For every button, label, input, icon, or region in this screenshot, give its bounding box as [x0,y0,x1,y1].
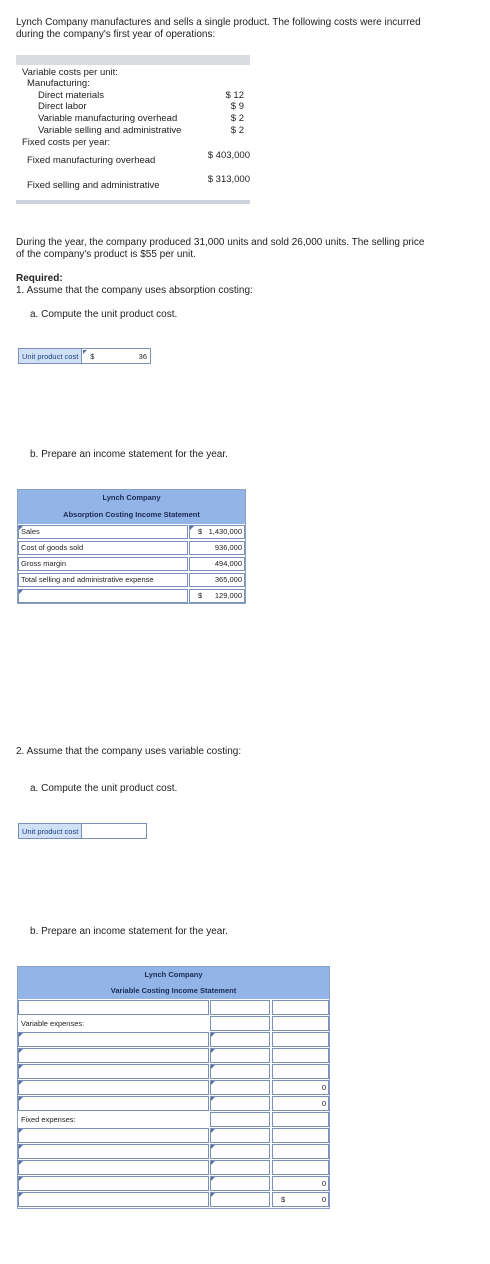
answer-marker-icon [19,1177,23,1181]
absorption-company-name: Lynch Company [18,490,245,507]
abs-row-cogs-value[interactable]: 936,000 [189,541,245,555]
fixed-mfg-overhead-value: $ 403,000 [207,150,250,161]
answer-marker-icon [211,1033,215,1037]
var-row-fixed-expense-1-label[interactable] [18,1128,209,1143]
var-row-fixed-expense-1-total[interactable] [272,1128,329,1143]
variable-statement-title: Variable Costing Income Statement [18,983,329,999]
direct-materials-value: $ 12 [225,90,244,101]
var-row-contribution-margin-total[interactable] [272,1096,329,1111]
var-row-variable-expense-3-label[interactable] [18,1064,209,1079]
answer-marker-icon [190,526,194,530]
absorption-statement-title: Absorption Costing Income Statement [18,507,245,524]
variable-company-name: Lynch Company [18,967,329,983]
answer-marker-icon [211,1177,215,1181]
abs-row-sales-label[interactable]: Sales [18,525,188,539]
answer-marker-icon [19,1081,23,1085]
answer-marker-icon [19,1097,23,1101]
var-row-fixed-expenses-header-cell-2 [210,1112,270,1127]
required-label: Required: [16,273,63,284]
var-selling-admin-value: $ 2 [230,125,244,136]
unit-product-cost-absorption-value: 36 [138,352,147,361]
var-row-variable-expense-1-total[interactable] [272,1032,329,1047]
var-row-variable-total-amount[interactable] [210,1080,270,1095]
answer-marker-icon [83,350,87,354]
question-1b: b. Prepare an income statement for the year. [30,449,228,460]
cost-table [16,55,250,205]
manufacturing-header: Manufacturing: [27,78,90,89]
var-row-net-income-total[interactable] [272,1192,329,1207]
var-row-sales-amount[interactable] [210,1000,270,1015]
cost-table-bottom-bar [16,200,250,204]
answer-marker-icon [19,1193,23,1197]
var-row-fixed-total-total[interactable] [272,1176,329,1191]
currency-symbol: $ [281,1195,286,1204]
answer-marker-icon [19,1065,23,1069]
question-1: 1. Assume that the company uses absorption costing: [16,285,253,296]
question-2b: b. Prepare an income statement for the year. [30,926,228,937]
answer-marker-icon [19,1049,23,1053]
var-row-variable-expense-2-label[interactable] [18,1048,209,1063]
var-row-fixed-total-label[interactable] [18,1176,209,1191]
var-row-contribution-margin-total-value: 0 [321,1099,326,1108]
var-selling-admin-label: Variable selling and administrative [38,125,182,136]
answer-marker-icon [19,1145,23,1149]
abs-row-cogs-label[interactable]: Cost of goods sold [18,541,188,555]
var-row-net-income-label[interactable] [18,1192,209,1207]
direct-labor-value: $ 9 [230,101,244,112]
var-row-fixed-total-total-value: 0 [321,1179,326,1188]
direct-labor-label: Direct labor [38,101,87,112]
unit-product-cost-absorption-input[interactable] [82,349,150,363]
answer-marker-icon [211,1145,215,1149]
abs-row-selling-admin-value[interactable]: 365,000 [189,573,245,587]
var-row-variable-expense-3-total[interactable] [272,1064,329,1079]
var-row-net-income-amount[interactable] [210,1192,270,1207]
var-row-variable-expenses-header-cell-2 [210,1016,270,1031]
unit-product-cost-label: Unit product cost [19,349,82,363]
var-row-variable-expense-3-amount[interactable] [210,1064,270,1079]
abs-row-gross-margin-value[interactable]: 494,000 [189,557,245,571]
variable-costs-header: Variable costs per unit: [22,67,118,78]
answer-marker-icon [211,1193,215,1197]
var-row-variable-expense-1-amount[interactable] [210,1032,270,1047]
var-row-variable-expenses-header-cell-3 [272,1016,329,1031]
question-1a: a. Compute the unit product cost. [30,309,178,320]
direct-materials-label: Direct materials [38,90,104,101]
fixed-selling-admin-label: Fixed selling and administrative [27,180,160,191]
unit-product-cost-variable-input[interactable] [82,824,146,838]
question-2a: a. Compute the unit product cost. [30,783,178,794]
var-row-variable-expenses-header: Variable expenses: [21,1019,85,1028]
var-row-fixed-expense-2-label[interactable] [18,1144,209,1159]
intro-text: Lynch Company manufactures and sells a single product. The following costs were incurred during the company's first year of operations: [16,17,421,40]
variable-income-statement [17,966,330,1209]
var-row-variable-total-label[interactable] [18,1080,209,1095]
answer-marker-icon [211,1161,215,1165]
answer-marker-icon [211,1129,215,1133]
var-row-sales-total[interactable] [272,1000,329,1015]
cost-table-top-bar [16,55,250,65]
var-row-variable-total-total[interactable] [272,1080,329,1095]
unit-product-cost-variable-row [18,823,147,839]
var-row-fixed-expense-3-label[interactable] [18,1160,209,1175]
var-row-fixed-expense-3-amount[interactable] [210,1160,270,1175]
var-row-fixed-expense-1-amount[interactable] [210,1128,270,1143]
answer-marker-icon [19,526,23,530]
fixed-costs-header: Fixed costs per year: [22,137,111,148]
fixed-selling-admin-value: $ 313,000 [207,174,250,185]
abs-row-gross-margin-label[interactable]: Gross margin [18,557,188,571]
answer-marker-icon [19,1033,23,1037]
unit-product-cost-label: Unit product cost [19,824,82,838]
var-row-variable-expense-2-total[interactable] [272,1048,329,1063]
var-row-sales-label[interactable] [18,1000,209,1015]
currency-symbol: $ [90,352,95,361]
production-text: During the year, the company produced 31,000 units and sold 26,000 units. The selling price of the company's product is $55 per unit. [16,237,425,260]
var-row-fixed-expense-3-total[interactable] [272,1160,329,1175]
answer-marker-icon [19,1129,23,1133]
abs-row-selling-admin-label[interactable]: Total selling and administrative expense [18,573,188,587]
var-row-variable-expense-2-amount[interactable] [210,1048,270,1063]
var-row-net-income-total-value: 0 [321,1195,326,1204]
var-row-fixed-total-amount[interactable] [210,1176,270,1191]
answer-marker-icon [211,1097,215,1101]
abs-row-sales-value[interactable]: $ 1,430,000 [189,525,245,539]
answer-marker-icon [211,1049,215,1053]
question-2: 2. Assume that the company uses variable costing: [16,746,242,757]
var-row-contribution-margin-amount[interactable] [210,1096,270,1111]
unit-product-cost-absorption-row [18,348,151,364]
var-row-variable-total-total-value: 0 [321,1083,326,1092]
answer-marker-icon [19,590,23,594]
var-mfg-overhead-value: $ 2 [230,113,244,124]
var-row-contribution-margin-label[interactable] [18,1096,209,1111]
var-row-fixed-expense-2-amount[interactable] [210,1144,270,1159]
abs-row-net-income-label[interactable] [18,589,188,603]
answer-marker-icon [211,1081,215,1085]
var-row-fixed-expenses-header-cell-3 [272,1112,329,1127]
var-row-fixed-expenses-header: Fixed expenses: [21,1115,76,1124]
answer-marker-icon [19,1161,23,1165]
abs-row-net-income-value[interactable]: $ 129,000 [189,589,245,603]
absorption-income-statement [17,489,246,604]
var-row-fixed-expense-2-total[interactable] [272,1144,329,1159]
var-row-variable-expense-1-label[interactable] [18,1032,209,1047]
answer-marker-icon [211,1065,215,1069]
var-mfg-overhead-label: Variable manufacturing overhead [38,113,178,124]
fixed-mfg-overhead-label: Fixed manufacturing overhead [27,155,156,166]
